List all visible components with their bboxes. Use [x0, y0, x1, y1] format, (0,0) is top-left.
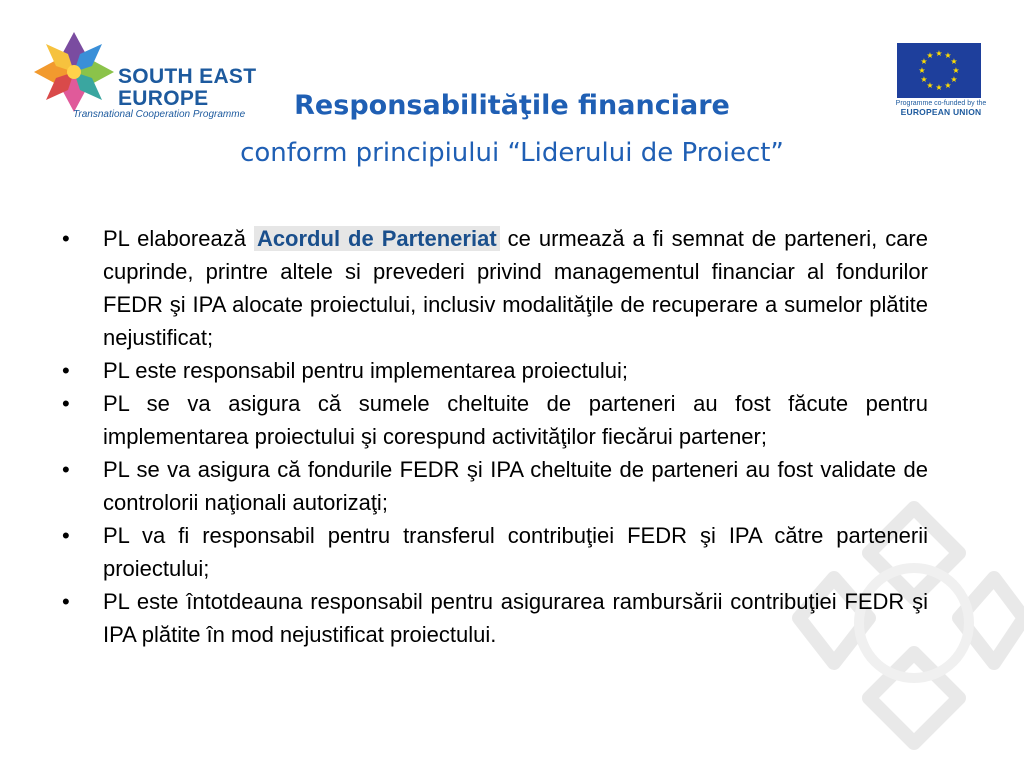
- eu-caption-line1: Programme co-funded by the: [895, 100, 987, 107]
- bullet-text: PL este responsabil pentru implementarea proiectului;: [103, 358, 629, 383]
- bullet-icon: •: [62, 457, 70, 482]
- list-item: [60, 585, 928, 651]
- bullet-text: PL se va asigura că sumele cheltuite de parteneri au fost făcute pentru implementarea proiectului şi corespund activităţilor fiecărui partener;: [103, 391, 928, 449]
- svg-text:★: ★: [926, 51, 934, 60]
- slide-title: Responsabilităţile financiare: [294, 90, 730, 121]
- svg-text:★: ★: [935, 83, 943, 92]
- svg-text:★: ★: [920, 57, 928, 66]
- bullet-icon: •: [62, 391, 70, 416]
- bullet-text: [103, 222, 928, 354]
- svg-text:★: ★: [920, 75, 928, 84]
- svg-text:★: ★: [950, 75, 958, 84]
- see-logo-line2: EUROPE: [118, 87, 209, 110]
- svg-text:★: ★: [944, 51, 952, 60]
- svg-text:★: ★: [950, 57, 958, 66]
- list-item: [60, 519, 928, 585]
- list-item: [60, 222, 928, 354]
- bullet-icon: •: [62, 589, 70, 614]
- bullet-text: PL va fi responsabil pentru transferul contribuţiei FEDR şi IPA către partenerii proiectului;: [103, 523, 928, 581]
- list-item: [60, 453, 928, 519]
- bullet-text: PL este întotdeauna responsabil pentru asigurarea rambursării contribuţiei FEDR şi IPA plătite în mod nejustificat proiectului.: [103, 589, 928, 647]
- slide-subtitle: conform principiului “Liderului de Proiect”: [240, 138, 784, 168]
- see-logo-line1: SOUTH EAST: [118, 65, 257, 88]
- highlighted-term: Acordul de Parteneriat: [254, 226, 500, 251]
- bullet-text-post: ce urmează a fi semnat de parteneri, care cuprinde, printre altele si prevederi privind managementul financiar al fondurilor FEDR şi IPA alocate proiectului, inclusiv modalităţile de recuperare a sumelor plătite nejustificat;: [103, 226, 928, 350]
- svg-text:★: ★: [935, 49, 943, 58]
- list-item: [60, 387, 928, 453]
- svg-text:★: ★: [952, 66, 960, 75]
- svg-text:★: ★: [944, 81, 952, 90]
- eu-caption-line2: EUROPEAN UNION: [900, 106, 982, 117]
- bullet-text-pre: PL elaborează: [103, 226, 254, 251]
- bullet-list: [60, 222, 928, 651]
- svg-text:★: ★: [918, 66, 926, 75]
- list-item: [60, 354, 928, 387]
- bullet-icon: •: [62, 523, 70, 548]
- bullet-icon: •: [62, 226, 70, 251]
- bullet-text: PL se va asigura că fondurile FEDR şi IPA cheltuite de parteneri au fost validate de controlorii naţionali autorizaţi;: [103, 457, 928, 515]
- bullet-icon: •: [62, 358, 70, 383]
- svg-text:★: ★: [926, 81, 934, 90]
- see-logo-line3: Transnational Cooperation Programme: [73, 109, 246, 120]
